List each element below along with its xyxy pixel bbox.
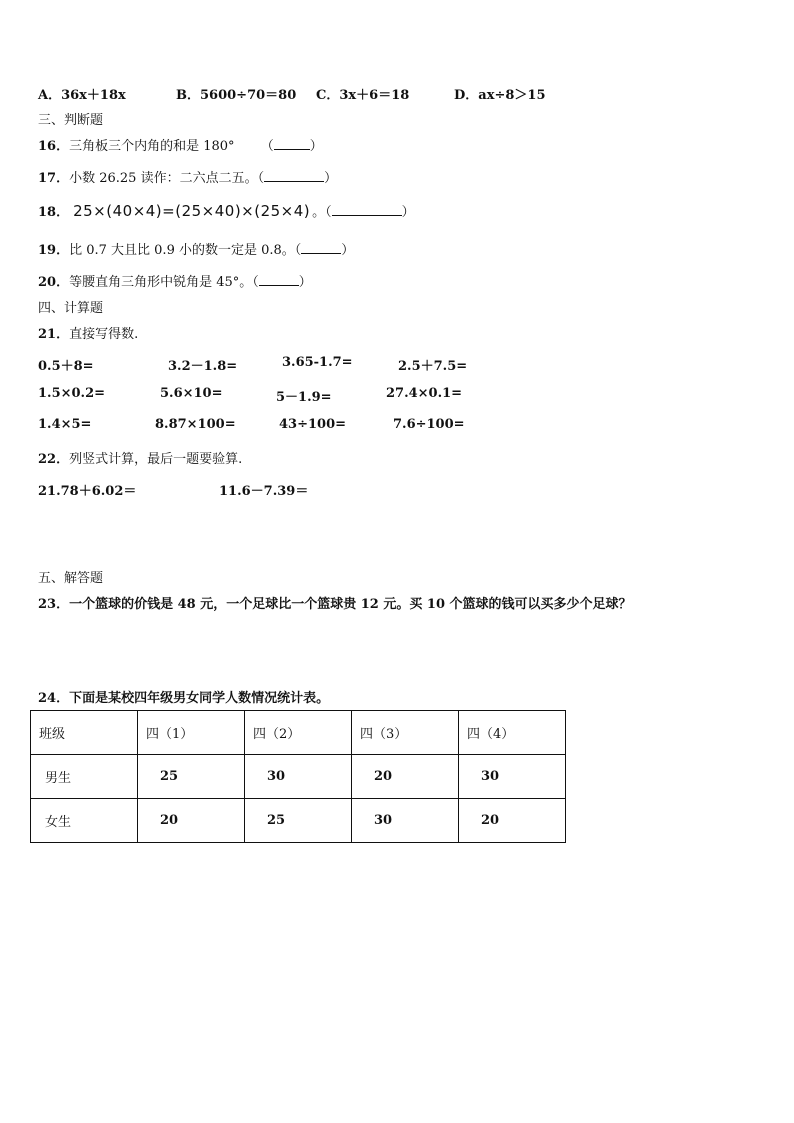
- answer-blank[interactable]: [332, 203, 402, 216]
- calc-item: 2.5＋7.5=: [398, 359, 468, 374]
- table-cell: 20: [459, 799, 566, 843]
- stats-table: [30, 710, 566, 843]
- answer-blank[interactable]: [301, 241, 341, 254]
- calc-item: 0.5＋8=: [38, 359, 94, 374]
- formula: 25×(40×4)=(25×40)×(25×4): [73, 202, 311, 220]
- calc-item: 3.2－1.8=: [168, 359, 238, 374]
- table-cell: 30: [459, 755, 566, 799]
- question-22: 22．列竖式计算，最后一题要验算.: [38, 452, 243, 467]
- calc-item: 5.6×10=: [160, 386, 223, 401]
- row-label: 男生: [31, 755, 138, 799]
- question-19: 19．比 0.7 大且比 0.9 小的数一定是 0.8。（ ）: [38, 243, 355, 258]
- section-heading-calculation: 四、计算题: [38, 301, 104, 316]
- table-header-cell: 班级: [31, 711, 138, 755]
- question-20: 20．等腰直角三角形中锐角是 45°。（ ）: [38, 275, 312, 290]
- table-cell: 30: [245, 755, 352, 799]
- option-b: B．5600÷70＝80: [176, 88, 297, 103]
- answer-blank[interactable]: [264, 169, 324, 182]
- table-row: [31, 799, 566, 843]
- table-header-cell: 四（4）: [459, 711, 566, 755]
- vertical-calc-item: 21.78＋6.02＝: [38, 484, 137, 499]
- question-21: 21．直接写得数.: [38, 327, 139, 342]
- calc-item: 5－1.9=: [276, 390, 332, 405]
- answer-blank[interactable]: [259, 273, 299, 286]
- table-header-cell: 四（3）: [352, 711, 459, 755]
- row-label: 女生: [31, 799, 138, 843]
- question-23: 23．一个篮球的价钱是 48 元，一个足球比一个篮球贵 12 元。买 10 个篮球的钱可以买多少个足球？: [38, 597, 632, 612]
- table-header-row: [31, 711, 566, 755]
- table-cell: 25: [245, 799, 352, 843]
- calc-item: 7.6÷100=: [393, 417, 465, 432]
- question-17: 17．小数 26.25 读作：二六点二五。（ ）: [38, 171, 338, 186]
- vertical-calc-item: 11.6－7.39＝: [219, 484, 309, 499]
- calc-item: 1.5×0.2=: [38, 386, 106, 401]
- calc-item: 43÷100=: [279, 417, 347, 432]
- question-24: 24．下面是某校四年级男女同学人数情况统计表。: [38, 691, 330, 706]
- table-cell: 30: [352, 799, 459, 843]
- calc-item: 8.87×100=: [155, 417, 236, 432]
- option-a: A．36x＋18x: [38, 88, 126, 103]
- table-header-cell: 四（2）: [245, 711, 352, 755]
- calc-item: 3.65-1.7=: [282, 355, 353, 370]
- calc-item: 1.4×5=: [38, 417, 92, 432]
- table-cell: 20: [138, 799, 245, 843]
- table-cell: 20: [352, 755, 459, 799]
- table-row: [31, 755, 566, 799]
- option-c: C．3x＋6＝18: [316, 88, 410, 103]
- question-16: 16．三角板三个内角的和是 180° （ ）: [38, 139, 323, 154]
- section-heading-judgement: 三、判断题: [38, 113, 104, 128]
- table-header-cell: 四（1）: [138, 711, 245, 755]
- question-18: 18． 25×(40×4)=(25×40)×(25×4) 。（ ）: [38, 202, 415, 220]
- calc-item: 27.4×0.1=: [386, 386, 463, 401]
- answer-blank[interactable]: [274, 137, 310, 150]
- table-cell: 25: [138, 755, 245, 799]
- section-heading-solutions: 五、解答题: [38, 571, 104, 586]
- option-d: D．ax÷8＞15: [454, 88, 546, 103]
